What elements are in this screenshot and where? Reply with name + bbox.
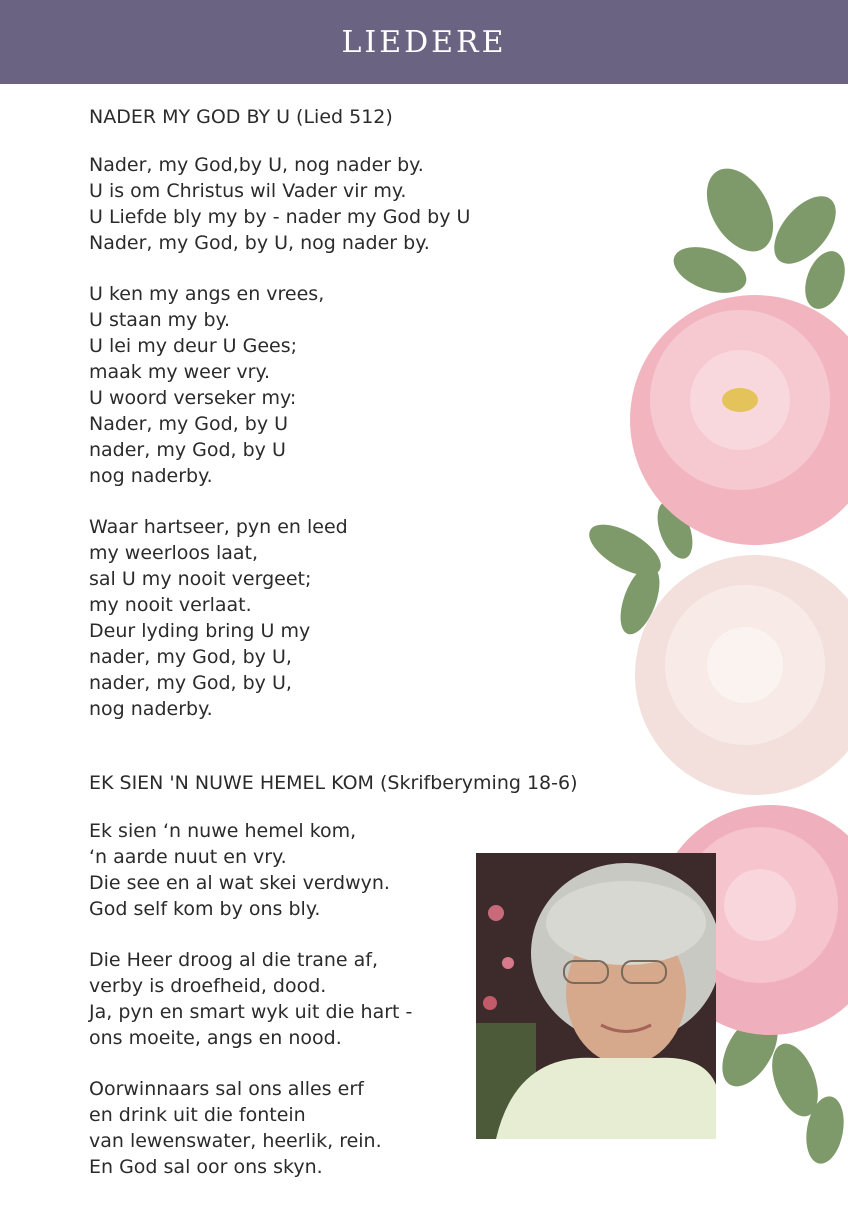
- verse-line: nader, my God, by U,: [89, 646, 292, 668]
- song-2: [89, 770, 689, 1205]
- verse-line: my nooit verlaat.: [89, 594, 252, 616]
- verse-line: Nader, my God, by U: [89, 413, 289, 435]
- song-1-title: NADER MY GOD BY U (Lied 512): [89, 106, 393, 128]
- page-title: LIEDERE: [341, 24, 507, 60]
- verse-line: God self kom by ons bly.: [89, 898, 321, 920]
- verse-line: U staan my by.: [89, 309, 231, 331]
- verse-line: Nader, my God, by U, nog nader by.: [89, 232, 430, 254]
- verse-line: nog naderby.: [89, 698, 213, 720]
- song-1-verse-1: [89, 152, 649, 256]
- verse-line: Oorwinnaars sal ons alles erf: [89, 1078, 364, 1100]
- verse-line: Nader, my God,by U, nog nader by.: [89, 154, 424, 176]
- verse-line: Die see en al wat skei verdwyn.: [89, 872, 390, 894]
- verse-line: nader, my God, by U: [89, 439, 286, 461]
- song-1-verse-3: [89, 514, 649, 722]
- song-2-verse-3: [89, 1076, 689, 1180]
- song-1-verse-2: [89, 281, 649, 489]
- verse-line: ‘n aarde nuut en vry.: [89, 846, 287, 868]
- verse-line: U ken my angs en vrees,: [89, 283, 325, 305]
- verse-line: nog naderby.: [89, 465, 213, 487]
- verse-line: my weerloos laat,: [89, 542, 259, 564]
- verse-line: U Liefde bly my by - nader my God by U: [89, 206, 471, 228]
- song-2-verse-1: [89, 818, 689, 922]
- verse-line: maak my weer vry.: [89, 361, 271, 383]
- page-header: [0, 0, 848, 84]
- verse-line: Deur lyding bring U my: [89, 620, 311, 642]
- verse-line: U woord verseker my:: [89, 387, 297, 409]
- verse-line: Die Heer droog al die trane af,: [89, 949, 379, 971]
- verse-line: nader, my God, by U,: [89, 672, 292, 694]
- verse-line: U lei my deur U Gees;: [89, 335, 298, 357]
- verse-line: En God sal oor ons skyn.: [89, 1156, 323, 1178]
- verse-line: Waar hartseer, pyn en leed: [89, 516, 348, 538]
- song-2-title: EK SIEN 'N NUWE HEMEL KOM (Skrifberyming 18-6): [89, 772, 578, 794]
- verse-line: sal U my nooit vergeet;: [89, 568, 312, 590]
- verse-line: verby is droefheid, dood.: [89, 975, 327, 997]
- song-1: [89, 104, 649, 747]
- verse-line: U is om Christus wil Vader vir my.: [89, 180, 407, 202]
- verse-line: Ja, pyn en smart wyk uit die hart -: [89, 1001, 413, 1023]
- verse-line: en drink uit die fontein: [89, 1104, 306, 1126]
- song-2-verse-2: [89, 947, 689, 1051]
- verse-line: van lewenswater, heerlik, rein.: [89, 1130, 382, 1152]
- verse-line: ons moeite, angs en nood.: [89, 1027, 342, 1049]
- verse-line: Ek sien ‘n nuwe hemel kom,: [89, 820, 357, 842]
